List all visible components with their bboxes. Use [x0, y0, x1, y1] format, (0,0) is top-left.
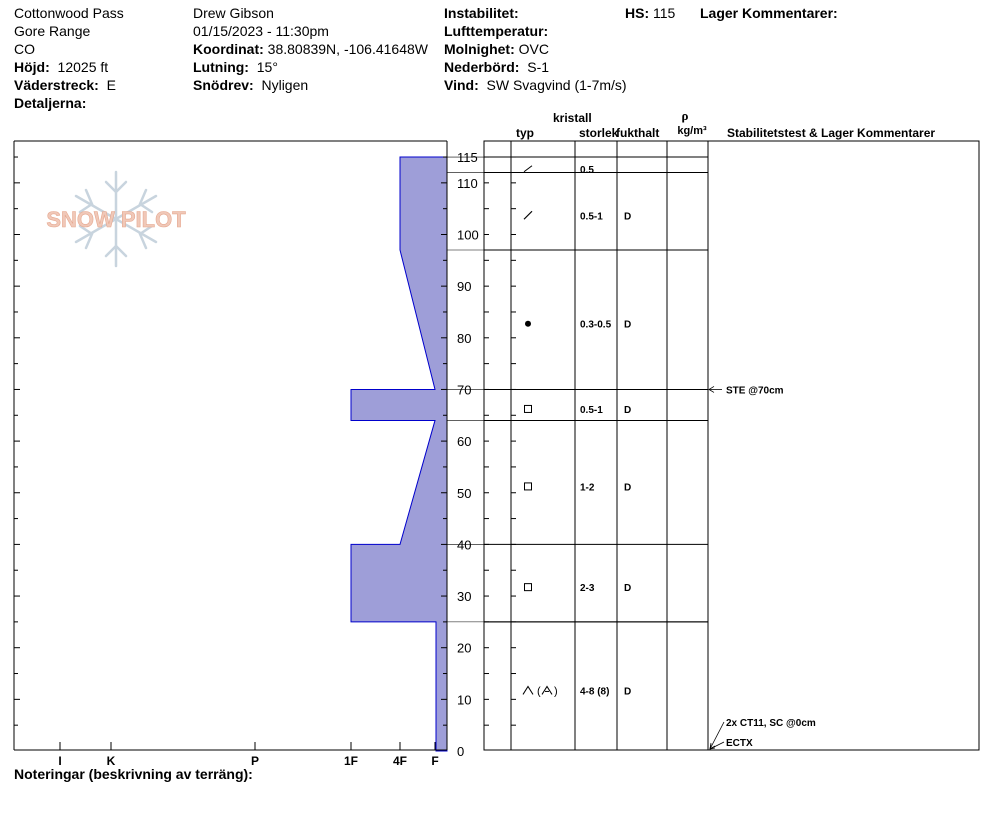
- y-tick-label: 110: [457, 175, 478, 191]
- stability-test-label: 2x CT11, SC @0cm: [726, 718, 816, 729]
- notes-label: Noteringar (beskrivning av terräng):: [14, 766, 253, 782]
- watermark-text: SNOW PILOT: [46, 207, 186, 232]
- stability-test-label: ECTX: [726, 738, 753, 749]
- y-tick-label: 70: [457, 382, 472, 398]
- y-tick-label: 60: [457, 434, 472, 450]
- col-crystal: kristall: [553, 111, 592, 125]
- hardness-label: K: [106, 754, 116, 768]
- hardness-label: P: [250, 754, 260, 768]
- col-stability: Stabilitetstest & Lager Kommentarer: [727, 126, 936, 140]
- col-size: storlek: [579, 126, 619, 140]
- precip-value: S-1: [527, 59, 550, 75]
- wind-label: Vind:: [444, 77, 479, 93]
- hardness-label: 1F: [343, 754, 359, 768]
- layer-grain-secondary-close: ): [554, 685, 558, 698]
- observer: Drew Gibson: [193, 5, 274, 21]
- y-tick-label: 40: [457, 537, 472, 553]
- layer-grain-size: 1-2: [580, 482, 595, 494]
- y-tick-label: 30: [457, 589, 472, 605]
- sky-value: OVC: [518, 41, 549, 57]
- decomposed-fragments-icon: [524, 211, 532, 219]
- layer-moisture: D: [624, 404, 632, 416]
- layer-grain-size: 0.3-0.5: [580, 319, 612, 331]
- layer-moisture: D: [624, 319, 632, 331]
- aspect-value: E: [106, 77, 116, 93]
- depth-hoar-icon: [542, 686, 552, 694]
- faceted-crystals-icon: [525, 483, 532, 490]
- details-label: Detaljerna:: [14, 95, 87, 111]
- col-density-unit: kg/m³: [677, 125, 707, 137]
- y-tick-label: 20: [457, 640, 472, 656]
- hardness-label: I: [58, 754, 62, 768]
- hardness-label: F: [431, 754, 439, 768]
- slope-label: Lutning:: [193, 59, 249, 75]
- layer-moisture: D: [624, 482, 632, 494]
- layer-moisture: D: [624, 686, 632, 698]
- y-tick-label: 90: [457, 279, 472, 295]
- wind-value: SW Svagvind (1-7m/s): [486, 77, 627, 93]
- datetime: 01/15/2023 - 11:30pm: [193, 23, 329, 39]
- drift-value: Nyligen: [261, 77, 309, 93]
- col-type: typ: [516, 126, 534, 140]
- hardness-label: 4F: [392, 754, 408, 768]
- layer-moisture: D: [624, 583, 632, 595]
- y-tick-label: 50: [457, 485, 472, 501]
- stability-arrow: [710, 722, 724, 749]
- y-tick-label: 0: [457, 744, 465, 759]
- location: Cottonwood Pass: [14, 5, 124, 21]
- coordinate-value: 38.80839N, -106.41648W: [267, 41, 428, 57]
- hs-label: HS:: [625, 5, 650, 21]
- layer-grain-secondary-open: (: [537, 685, 541, 698]
- y-tick-label: 10: [457, 692, 472, 708]
- elevation-label: Höjd:: [14, 59, 50, 75]
- layer-grain-size: 0.5-1: [580, 211, 603, 223]
- precipitation-particles-icon: [524, 166, 532, 172]
- drift-label: Snödrev:: [193, 77, 254, 93]
- sky-label: Molnighet:: [444, 41, 515, 57]
- stability-test-label: STE @70cm: [726, 385, 784, 397]
- snowpilot-watermark: [46, 172, 186, 266]
- hardness-profile: [351, 157, 447, 751]
- layer-table-frame: [484, 141, 979, 750]
- depth-hoar-icon: [523, 686, 533, 694]
- y-tick-label: 80: [457, 330, 472, 346]
- precip-label: Nederbörd:: [444, 59, 520, 75]
- layer-grain-size: 4-8 (8): [580, 686, 610, 698]
- layer-moisture: D: [624, 211, 632, 223]
- instability-label: Instabilitet:: [444, 5, 519, 21]
- faceted-crystals-icon: [525, 584, 532, 591]
- y-tick-label: 115: [457, 150, 478, 166]
- layer-grain-size: 0.5: [580, 164, 594, 176]
- elevation-value: 12025 ft: [57, 59, 109, 75]
- hs-value: 115: [653, 5, 676, 21]
- rounded-grains-icon: [525, 321, 531, 327]
- layer-grain-size: 0.5-1: [580, 404, 603, 416]
- col-moisture: fukthalt: [616, 126, 660, 140]
- y-tick-label: 100: [457, 227, 479, 243]
- aspect-label: Väderstreck:: [14, 77, 99, 93]
- slope-value: 15°: [256, 59, 278, 75]
- layer-comments-label: Lager Kommentarer:: [700, 5, 838, 21]
- col-rho: ρ: [681, 108, 689, 123]
- mountain-range: Gore Range: [14, 23, 91, 39]
- faceted-crystals-icon: [525, 405, 532, 412]
- state: CO: [14, 41, 35, 57]
- coordinate-label: Koordinat:: [193, 41, 264, 57]
- air-temp-label: Lufttemperatur:: [444, 23, 549, 39]
- layer-grain-size: 2-3: [580, 583, 595, 595]
